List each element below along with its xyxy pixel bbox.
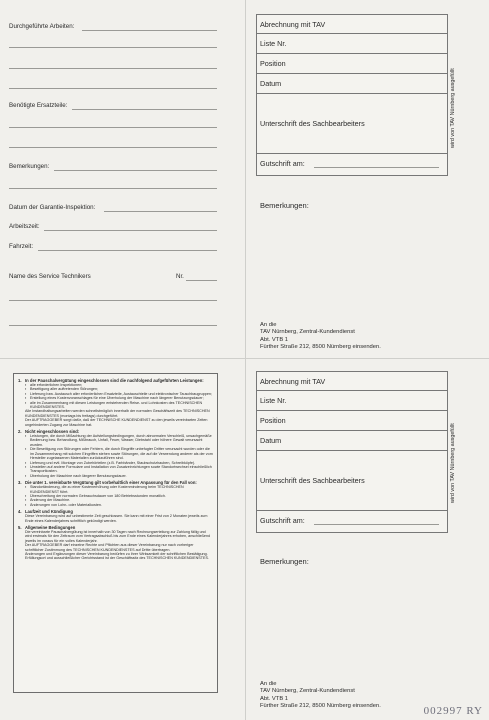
bullet-icon: ▪ [25,464,27,469]
ersatzteile-line-3 [9,147,217,148]
terms-item-text: Beseitigung aller auftretenden Störungen; [30,387,99,392]
terms-paragraph: Alle Instandhaltungsarbeiten werden schnellstmöglich innerhalb der normalen Geschäftszeit des TECHNISCHEN KUNDENDIENSTES (montags bis freitags) durchgeführt. [25,409,210,418]
ersatzteile-line [72,109,217,110]
terms-item-text: Änderungen von Lohn- oder Materialkosten. [30,502,102,507]
gutschrift-label: Gutschrift am: [260,159,305,168]
address-line: An die [260,322,277,328]
gutschrift-line [314,524,439,525]
terms-paragraph: Der AUFTRAGGEBER sorgt dafür, daß der TECHNISCHE KUNDENDIENST zu den jeweils vereinbarten Zeiten ungehinderten Zugang zur Maschine hat. [25,418,208,427]
side-note-top: wird von TAV Nürnberg ausgefüllt [450,68,456,148]
terms-title: In der Pauschalvergütung eingeschlossen sind die nachfolgend aufgeführten Leistungen: [25,378,204,383]
terms-bullet-item [18,401,213,410]
terms-item-text: Lieferung bzw. Austausch aller erforderlichen Ersatzteile, Austauschteile und elektronischer Tauschbaugruppen; [30,391,212,396]
row-unterschrift: Unterschrift des Sachbearbeiters [257,94,447,154]
terms-paragraph: Der AUFTRAGGEBER darf einzelne Rechte und Pflichten aus dieser Vereinbarung nur nach vorheriger schriftlicher Zustimmung des TECHNISCHEN KUNDENDIENSTES auf Dritte übertragen. [25,543,194,552]
side-note-bottom: wird von TAV Nürnberg ausgefüllt [450,423,456,503]
terms-number: 2. [18,429,22,435]
bullet-icon: ▪ [25,391,27,396]
arbeiten-line-2 [9,47,217,48]
terms-item-text: Änderung der Maschine. [30,498,71,503]
service-report-section [0,0,245,358]
gutschrift-line [314,167,439,168]
row-gutschrift [257,511,447,530]
gutschrift-label: Gutschrift am: [260,516,305,525]
row-liste: Liste Nr. [257,391,447,411]
arbeitszeit-line [44,230,217,231]
terms-item-text: Die Beseitigung von Störungen oder Fehlern, die durch Eingriffe unbefugter Dritter verursacht wurden oder die im Zusammenhang mit solchen Eingriffen stehen sowie Störungen, die auf die Verwendung anderer als der vom Hersteller zugelassenen Materialien zurückzuführen sind. [30,447,213,461]
fahrzeit-label: Fahrzeit: [9,243,34,250]
arbeiten-line-3 [9,68,217,69]
terms-bullet-item [18,434,213,447]
bullet-icon: ▪ [25,383,27,387]
row-datum: Datum [257,431,447,451]
terms-paragraph: Änderungen und Ergänzungen dieser Vereinbarung bedürfen zu ihrer Wirksamkeit der schriftlichen Bestätigung. [25,552,208,556]
archive-stamp: 002997 RY [423,705,483,717]
terms-item-text: Überschreitung der normalen Gebrauchsdauer von 180 Betriebsstunden monatlich. [30,493,166,498]
address-line: TAV Nürnberg, Zentral-Kundendienst [260,329,355,336]
terms-item-text: Umstellen auf andere Formulare und Installation von Zusatzeinrichtungen sowie Standortwechsel einschließlich Transportkosten. [30,464,212,474]
terms-section-1 [18,378,213,427]
bemerkungen-line [54,170,217,171]
arbeiten-line [82,30,217,31]
terms-number: 5. [18,524,22,530]
techniker-line-2 [9,300,217,301]
terms-item-text: Leistungen, die durch Mißachtung der Aufstellungsbedingungen, durch abnormalen Verschleiß, unsachgemäße Bedienung bzw. Behandlung, Mißbrauch, Unfall, Feuer, Wasser, Diebstahl oder höhere Gewalt verursacht wurden. [30,434,212,447]
tav-table-bottom [256,371,448,533]
arbeiten-line-4 [9,88,217,89]
terms-number: 1. [18,378,22,383]
fahrzeit-line [38,250,217,251]
terms-title: Die unter 1. vereinbarte Vergütung gilt vorbehaltlich einer Anpassung für den Fall von: [25,480,197,486]
terms-title: Allgemeine Bedingungen [25,524,76,530]
tav-form-bottom [246,359,489,717]
terms-section [0,359,245,717]
terms-item-text: Erstellung eines Kostenvoranschlages für eine Überholung der Maschine nach längerer Benutzungsdauer; [30,396,204,401]
row-abrechnung: Abrechnung mit TAV [257,372,447,391]
terms-paragraph: Erfüllungsort und ausschließlicher Gerichtsstand ist der Geschäftssitz des TECHNISCHEN KUNDENDIENSTES. [25,556,209,561]
nr-line [186,280,217,281]
terms-item-text: alle erforderlichen Inspektionen; [30,383,83,387]
techniker-label: Name des Service Technikers [9,273,91,280]
garantie-line [104,211,217,212]
terms-section-2 [18,429,213,478]
terms-bullet-item [18,485,213,494]
row-unterschrift: Unterschrift des Sachbearbeiters [257,451,447,511]
terms-section-4 [18,509,213,523]
terms-item-text: Standortänderung, die zu einer Kostenerhöhung oder Kostenminderung beim TECHNISCHEN KUNDENDIENST führt. [30,485,184,494]
terms-box [13,373,218,693]
nr-label: Nr. [176,273,184,280]
terms-section-5 [18,525,213,561]
bullet-icon: ▪ [25,502,27,507]
row-gutschrift [257,154,447,173]
tav-form-top [246,0,489,358]
row-position: Position [257,411,447,431]
arbeiten-label: Durchgeführte Arbeiten: [9,23,75,30]
bullet-icon: ▪ [25,387,27,392]
address-line: An die [260,681,277,687]
bullet-icon: ▪ [25,493,27,498]
bemerkungen-right-bottom: Bemerkungen: [260,557,309,566]
terms-item-text: alle im Zusammenhang mit diesen Leistungen entstehenden Reise- und Lohnkosten des TECHNISCHEN KUNDENDIENSTES. [30,400,203,410]
terms-bullet-item [18,447,213,460]
bullet-icon: ▪ [25,434,27,439]
tav-table-top [256,14,448,176]
terms-title: Laufzeit und Kündigung [25,509,73,515]
terms-number: 3. [18,480,22,486]
terms-paragraph: Diese Vereinbarung wird auf unbestimmte Zeit geschlossen. Sie kann mit einer Frist von 2 Monaten jeweils zum Ende eines Kalenderjahres schriftlich gekündigt werden. [25,514,208,523]
row-abrechnung: Abrechnung mit TAV [257,15,447,34]
bemerkungen-label: Bemerkungen: [9,163,50,170]
ersatzteile-line-2 [9,127,217,128]
row-datum: Datum [257,74,447,94]
terms-section-3 [18,480,213,507]
address-top [260,322,381,351]
terms-bullet-item [18,465,213,474]
terms-title: Nicht eingeschlossen sind: [25,429,80,435]
ersatzteile-label: Benötigte Ersatzteile: [9,102,68,109]
bullet-icon: ▪ [25,447,27,452]
bemerkungen-right-top: Bemerkungen: [260,201,309,210]
arbeitszeit-label: Arbeitszeit: [9,223,40,230]
row-liste: Liste Nr. [257,34,447,54]
terms-paragraph: Die vereinbarte Pauschalvergütung ist innerhalb von 30 Tagen nach Rechnungserteilung zur Zahlung fällig und wird erstmals für den Zeitraum vom Vertragsabschluß bis zum Ende eines Kalenderjahres erhoben, anschließend jeweils im voraus für ein volles Kalenderjahr. [25,529,211,543]
bullet-icon: ▪ [25,460,27,465]
terms-number: 4. [18,509,22,515]
address-line: Fürther Straße 212, 8500 Nürnberg einsenden. [260,343,381,350]
bullet-icon: ▪ [25,396,27,401]
techniker-line-3 [9,325,217,326]
row-position: Position [257,54,447,74]
address-bottom [260,681,381,710]
terms-item-text: Überholung der Maschine nach längerer Benutzungsdauer. [30,473,127,478]
bullet-icon: ▪ [25,473,27,478]
address-line: Abt. VTB 1 [260,336,289,343]
address-line: Fürther Straße 212, 8500 Nürnberg einsenden. [260,702,381,709]
address-line: TAV Nürnberg, Zentral-Kundendienst [260,688,355,695]
bemerkungen-line-2 [9,188,217,189]
bullet-icon: ▪ [25,485,27,490]
terms-bullet-item [18,503,213,507]
terms-item-text: Lieferung und evtl. Montage von Zubehörteilen (z.B. Farbbänder, Staubschutzhauben, Schreibköpfe). [30,460,196,465]
garantie-label: Datum der Garantie-Inspektion: [9,204,96,211]
address-line: Abt. VTB 1 [260,695,289,702]
terms-bullet-item [18,474,213,478]
bullet-icon: ▪ [25,498,27,503]
bullet-icon: ▪ [25,400,27,405]
